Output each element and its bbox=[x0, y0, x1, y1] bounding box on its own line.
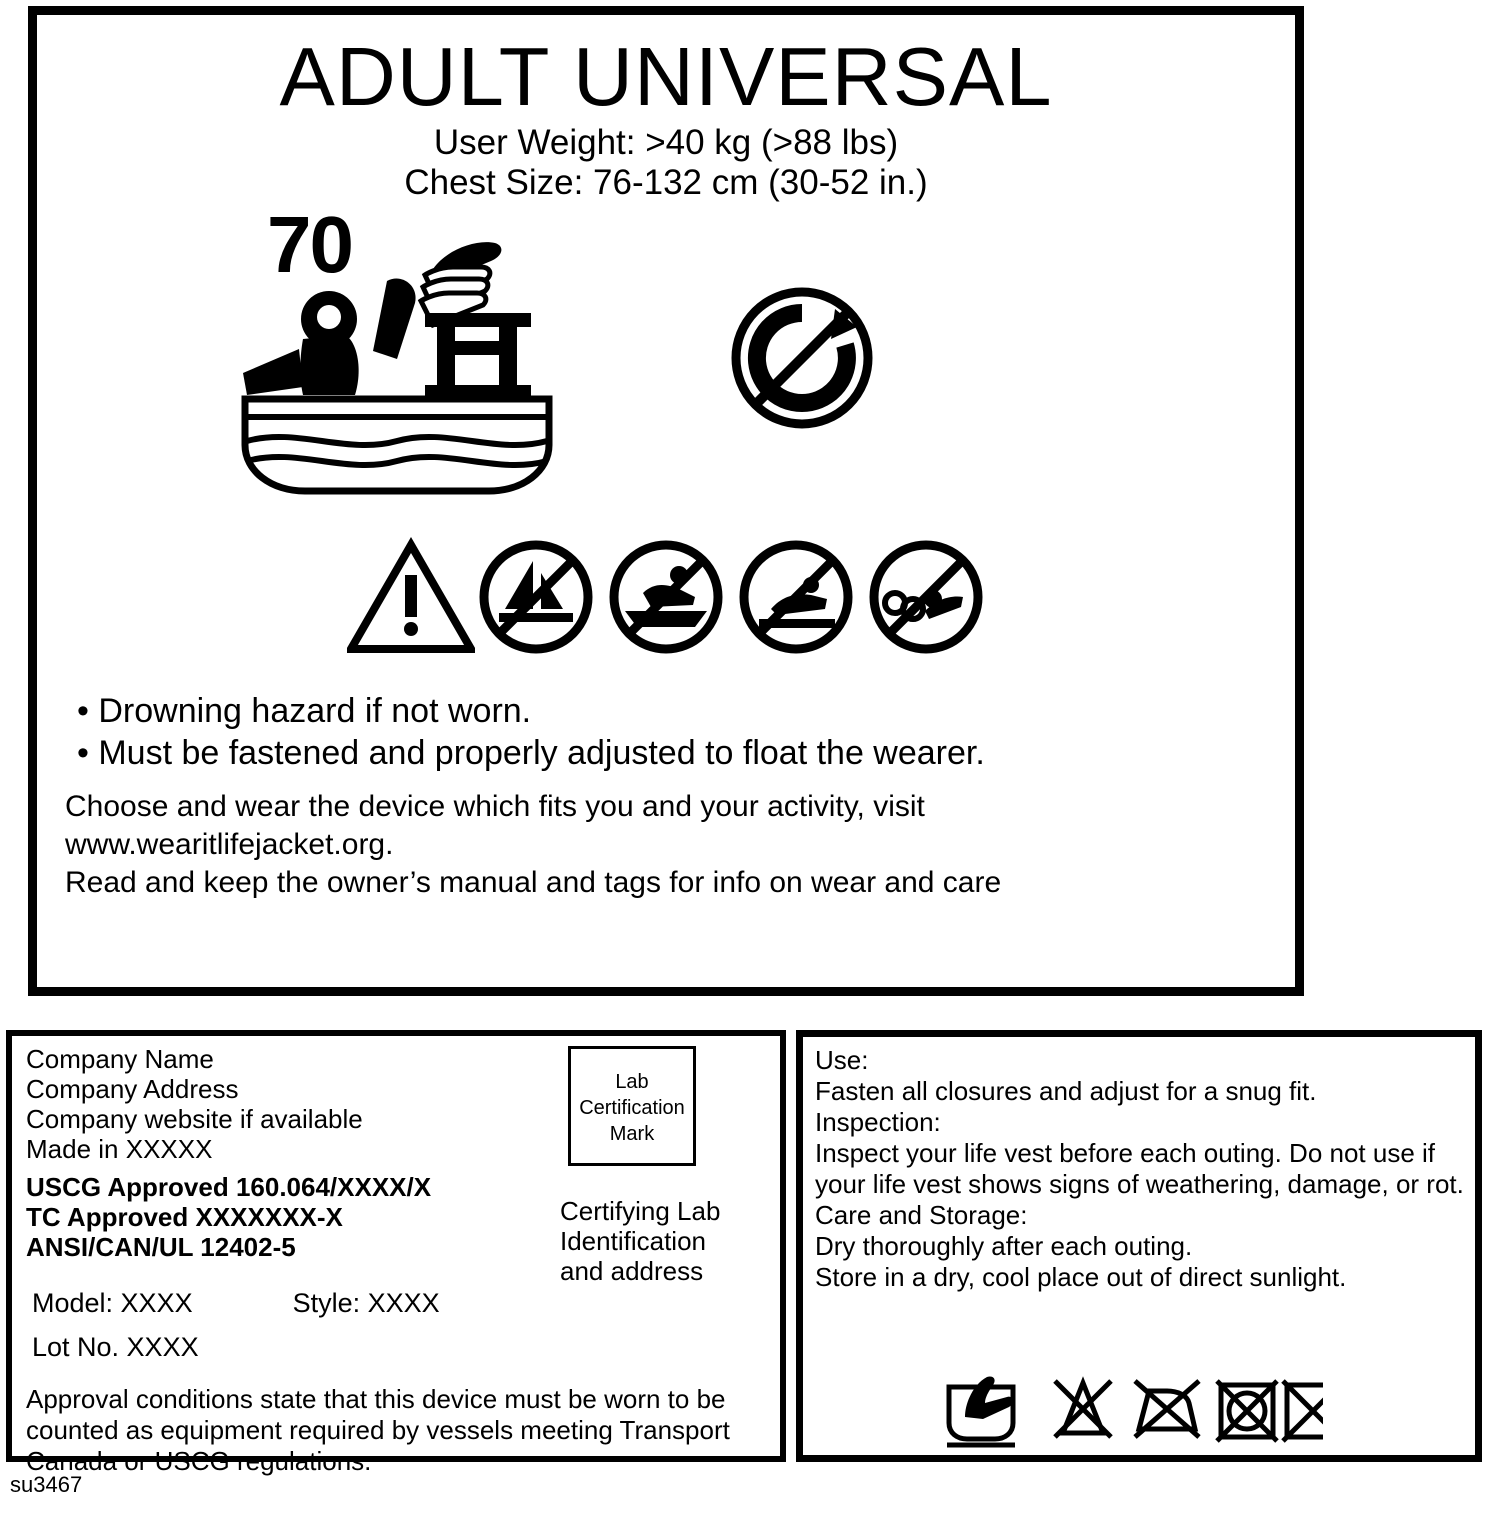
no-waterski-icon bbox=[737, 537, 855, 657]
manufacturer-block bbox=[26, 1044, 546, 1262]
instructions-panel bbox=[796, 1030, 1482, 1462]
lab-box-line-3: Mark bbox=[609, 1123, 655, 1145]
chest-size-text: Chest Size: 76-132 cm (30-52 in.) bbox=[404, 163, 928, 202]
hand-wash-icon bbox=[947, 1376, 1015, 1445]
no-sailing-icon bbox=[477, 537, 595, 657]
model-value: Model: XXXX bbox=[32, 1288, 193, 1318]
manufacturer-panel bbox=[6, 1030, 786, 1476]
page-title: ADULT UNIVERSAL bbox=[279, 30, 1053, 123]
advisory-line-1: Choose and wear the device which fits you and your activity, visit bbox=[65, 790, 925, 823]
care-text-line-1: Dry thoroughly after each outing. bbox=[815, 1231, 1193, 1261]
tc-approval: TC Approved XXXXXXX-X bbox=[26, 1202, 343, 1232]
made-in: Made in XXXXX bbox=[26, 1134, 213, 1164]
lab-box-line-2: Certification bbox=[579, 1097, 685, 1119]
company-name: Company Name bbox=[26, 1044, 214, 1074]
style-value: Style: XXXX bbox=[292, 1288, 440, 1318]
lab-caption-line-2: Identification bbox=[560, 1226, 706, 1256]
main-label-panel bbox=[28, 6, 1304, 996]
do-not-dry-clean-icon bbox=[1283, 1381, 1323, 1441]
lab-box-line-1: Lab bbox=[615, 1071, 649, 1093]
inspection-text: Inspect your life vest before each outing. Do not use if your life vest shows signs of weathering, damage, or rot. bbox=[815, 1138, 1464, 1199]
hazard-bullet-2: • Must be fastened and properly adjusted to float the wearer. bbox=[77, 734, 985, 772]
no-rotating-arrow-icon bbox=[727, 283, 877, 433]
warning-triangle-icon bbox=[347, 537, 475, 657]
pictogram-row bbox=[37, 200, 1295, 533]
advisory-paragraph bbox=[65, 788, 1295, 902]
no-powerboat-icon bbox=[607, 537, 725, 657]
do-not-iron-icon bbox=[1135, 1381, 1199, 1437]
inspection-heading: Inspection: bbox=[815, 1107, 941, 1137]
do-not-bleach-icon bbox=[1055, 1381, 1111, 1437]
person-in-liferaft-icon bbox=[237, 200, 597, 529]
lab-caption-line-3: and address bbox=[560, 1256, 704, 1286]
hazard-bullet-1: • Drowning hazard if not worn. bbox=[77, 692, 532, 730]
care-text-line-2: Store in a dry, cool place out of direct sunlight. bbox=[815, 1262, 1347, 1292]
uscg-approval: USCG Approved 160.064/XXXX/X bbox=[26, 1172, 432, 1202]
lot-number: Lot No. XXXX bbox=[32, 1332, 199, 1362]
user-weight-text: User Weight: >40 kg (>88 lbs) bbox=[433, 123, 899, 162]
approval-conditions: Approval conditions state that this device must be worn to be counted as equipment required by vessels meeting Transport Canada or USCG regulations. bbox=[26, 1384, 730, 1476]
standard-reference: ANSI/CAN/UL 12402-5 bbox=[26, 1232, 296, 1262]
lab-certification-mark-box bbox=[568, 1046, 696, 1166]
hazard-bullets bbox=[77, 690, 1295, 774]
advisory-line-3: Read and keep the owner’s manual and tags for info on wear and care bbox=[65, 866, 1002, 899]
document-code: su3467 bbox=[10, 1472, 83, 1497]
model-style-row bbox=[32, 1288, 440, 1319]
company-address: Company Address bbox=[26, 1074, 239, 1104]
buoyancy-number: 70 bbox=[267, 200, 352, 289]
lab-caption-line-1: Certifying Lab bbox=[560, 1196, 721, 1226]
prohibition-icon-row bbox=[37, 537, 1295, 672]
lab-caption bbox=[560, 1196, 720, 1286]
care-symbol-row bbox=[943, 1367, 1323, 1453]
use-text: Fasten all closures and adjust for a snug fit. bbox=[815, 1076, 1317, 1106]
do-not-tumble-dry-icon bbox=[1217, 1381, 1277, 1441]
advisory-website: www.wearitlifejacket.org. bbox=[65, 828, 394, 861]
no-towing-icon bbox=[867, 537, 985, 657]
company-website: Company website if available bbox=[26, 1104, 363, 1134]
care-heading: Care and Storage: bbox=[815, 1200, 1028, 1230]
instructions-block bbox=[815, 1045, 1477, 1293]
use-heading: Use: bbox=[815, 1045, 869, 1075]
